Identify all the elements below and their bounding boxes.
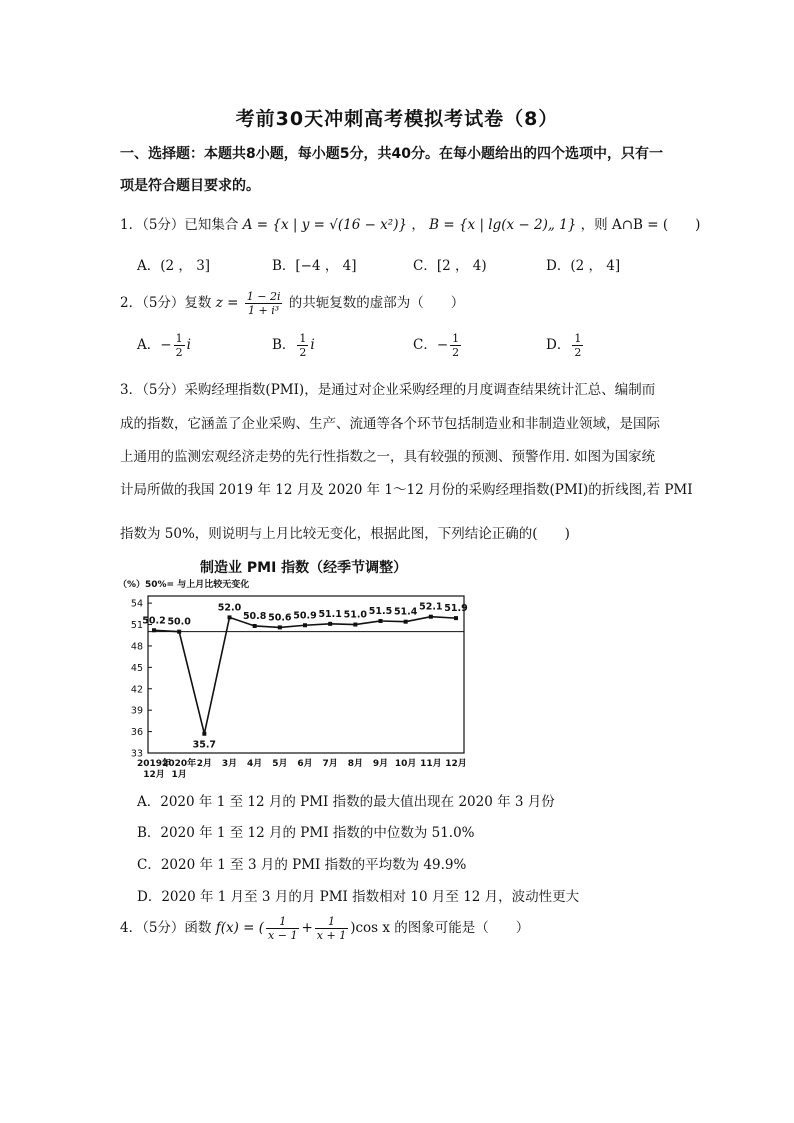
data-point <box>454 616 458 620</box>
y-tick-label: 51 <box>130 620 143 632</box>
x-tick-label: 9月 <box>372 759 389 769</box>
q4-plus: + <box>301 920 313 936</box>
q3-option-b[interactable]: B．2020 年 1 至 12 月的 PMI 指数的中位数为 51.0% <box>137 825 475 841</box>
page-title: 考前30天冲刺高考模拟考试卷（8） <box>235 108 559 130</box>
q2-prefix: 2．（5分）复数 <box>120 295 212 311</box>
q3-option-a[interactable]: A．2020 年 1 至 12 月的 PMI 指数的最大值出现在 2020 年 3 月份 <box>137 794 555 810</box>
data-label: 35.7 <box>192 739 217 751</box>
x-tick-label: 6月 <box>297 759 313 769</box>
q4-frac2-num: 1 <box>315 915 348 929</box>
data-point <box>228 615 232 619</box>
data-label: 51.0 <box>343 609 368 621</box>
q4-frac1-num: 1 <box>266 915 299 929</box>
data-label: 51.1 <box>318 608 342 620</box>
x-tick-label-line2: 12月 <box>143 770 165 780</box>
data-label: 51.9 <box>444 603 468 615</box>
q1-option-c[interactable]: C．[2 ， 4) <box>413 258 487 274</box>
x-tick-label: 8月 <box>347 759 363 769</box>
q2-option-c[interactable] <box>413 332 463 359</box>
y-tick-label: 45 <box>130 662 143 674</box>
q1-set-b: B = {x | lg(x − 2)„ 1} <box>429 217 577 233</box>
data-point <box>253 624 257 628</box>
data-label: 52.1 <box>419 601 443 613</box>
chart-subtitle: （%）50%= 与上月比较无变化 <box>118 580 250 590</box>
q2-option-b[interactable] <box>272 332 315 359</box>
data-label: 51.5 <box>368 605 393 617</box>
data-point <box>404 620 408 624</box>
q1-suffix: ，则 A∩B = ( ) <box>580 217 701 233</box>
data-point <box>202 732 206 736</box>
q2-a-den: 2 <box>175 346 183 359</box>
y-tick-label: 36 <box>130 727 143 739</box>
q1-option-b[interactable]: B．[−4 ， 4] <box>272 258 357 274</box>
data-point <box>152 628 156 632</box>
x-tick-label: 12月 <box>445 759 467 769</box>
q2-z: z = <box>215 295 239 311</box>
q3-line-1: 3．（5分）采购经理指数(PMI)，是通过对企业采购经理的月度调查结果统计汇总、编制而 <box>120 382 656 398</box>
q2-b-frac <box>297 332 308 359</box>
q2-b-letter: B． <box>272 337 296 353</box>
x-tick-label: 7月 <box>322 759 338 769</box>
q4-frac2-den: x + 1 <box>316 929 347 942</box>
q2-d-frac <box>572 332 583 359</box>
q2-d-num: 1 <box>574 332 582 345</box>
q1-option-d[interactable]: D．(2 ， 4] <box>546 258 621 274</box>
q2-c-den: 2 <box>452 346 460 359</box>
q3-option-d[interactable]: D．2020 年 1 月至 3 月的月 PMI 指数相对 10 月至 12 月，波动性更大 <box>137 889 580 905</box>
x-tick-label: 11月 <box>420 759 442 769</box>
q3-line-3: 上通用的监测宏观经济走势的先行性指数之一，具有较强的预测、预警作用. 如图为国家统 <box>120 449 656 465</box>
x-tick-label-line2: 1月 <box>171 770 187 780</box>
q1-option-a[interactable]: A．(2 ， 3] <box>137 258 211 274</box>
x-tick-label: 10月 <box>394 759 417 769</box>
data-point <box>353 623 357 627</box>
data-point <box>303 623 307 627</box>
q2-frac-num: 1 − 2i <box>246 290 281 303</box>
question-4 <box>120 915 680 942</box>
data-point <box>328 622 332 626</box>
chart-title: 制造业 PMI 指数（经季节调整） <box>200 560 408 576</box>
q2-suffix: 的共轭复数的虚部为（ ） <box>288 295 465 311</box>
q3-line-5: 指数为 50%，则说明与上月比较无变化，根据此图，下列结论正确的( ) <box>120 526 570 542</box>
q2-c-letter: C． <box>413 337 437 353</box>
q2-b-den: 2 <box>299 346 307 359</box>
data-label: 50.6 <box>268 612 292 624</box>
q2-fraction <box>245 290 283 317</box>
q2-frac-den: 1 + i³ <box>248 304 280 317</box>
x-tick-label: 2019年 <box>136 759 172 769</box>
y-tick-label: 42 <box>130 684 143 696</box>
data-label: 50.2 <box>142 615 166 627</box>
x-tick-label: 3月 <box>221 759 238 769</box>
q4-suffix: )cos x 的图象可能是（ ） <box>350 920 530 936</box>
q2-d-den: 2 <box>574 346 582 359</box>
data-point <box>278 625 282 629</box>
data-label: 52.0 <box>217 602 242 614</box>
data-point <box>379 619 383 623</box>
q4-prefix: 4．（5分）函数 <box>120 920 212 936</box>
q2-c-sign: − <box>436 337 449 353</box>
data-point <box>429 615 433 619</box>
q3-line-2: 成的指数，它涵盖了企业采购、生产、流通等各个环节包括制造业和非制造业领域，是国际 <box>120 416 660 432</box>
pmi-series-line <box>154 617 456 734</box>
data-label: 50.8 <box>242 610 267 622</box>
pmi-chart <box>115 553 475 783</box>
q2-option-d[interactable] <box>546 332 585 359</box>
q2-b-tail: i <box>310 337 315 353</box>
q2-a-sign: − <box>160 337 172 353</box>
q2-a-letter: A． <box>137 337 161 353</box>
q1-set-a: A = {x | y = √(16 − x²)} <box>242 217 408 233</box>
q2-c-num: 1 <box>452 332 460 345</box>
section-heading-line1: 一、选择题：本题共8小题，每小题5分，共40分。在每小题给出的四个选项中，只有一 <box>120 146 663 162</box>
y-tick-label: 48 <box>130 641 143 653</box>
q4-frac1-den: x − 1 <box>268 929 298 942</box>
q2-a-frac <box>174 332 185 359</box>
y-tick-label: 39 <box>130 705 143 717</box>
question-2 <box>120 290 680 317</box>
q2-a-num: 1 <box>175 332 183 345</box>
q2-b-num: 1 <box>299 332 307 345</box>
x-tick-label: 5月 <box>272 759 288 769</box>
data-label: 51.4 <box>393 606 418 618</box>
q4-frac-2 <box>315 915 348 942</box>
x-tick-label: 4月 <box>247 759 263 769</box>
q2-d-letter: D． <box>546 337 571 353</box>
data-label: 50.0 <box>167 616 191 628</box>
q4-frac-1 <box>266 915 299 942</box>
chart-svg <box>115 553 475 783</box>
q2-a-tail: i <box>186 337 191 353</box>
data-label: 50.9 <box>293 610 317 622</box>
x-tick-label: 2月 <box>196 759 212 769</box>
q3-line-4: 计局所做的我国 2019 年 12 月及 2020 年 1～12 月份的采购经理指数(PMI)的折线图,若 PMI <box>120 482 693 498</box>
q4-fx: f(x) = ( <box>215 920 265 936</box>
question-1 <box>120 213 701 233</box>
q3-option-c[interactable]: C．2020 年 1 至 3 月的 PMI 指数的平均数为 49.9% <box>137 857 467 873</box>
y-tick-label: 33 <box>130 748 143 760</box>
q2-option-a[interactable] <box>137 332 191 359</box>
y-tick-label: 54 <box>130 598 143 610</box>
q1-prefix: 1．（5分）已知集合 <box>120 217 239 233</box>
q2-c-frac <box>450 332 461 359</box>
section-heading-line2: 项是符合题目要求的。 <box>120 178 260 194</box>
data-point <box>177 630 181 634</box>
q1-sep: ， <box>411 217 425 233</box>
x-tick-label: 2020年 <box>162 759 197 769</box>
